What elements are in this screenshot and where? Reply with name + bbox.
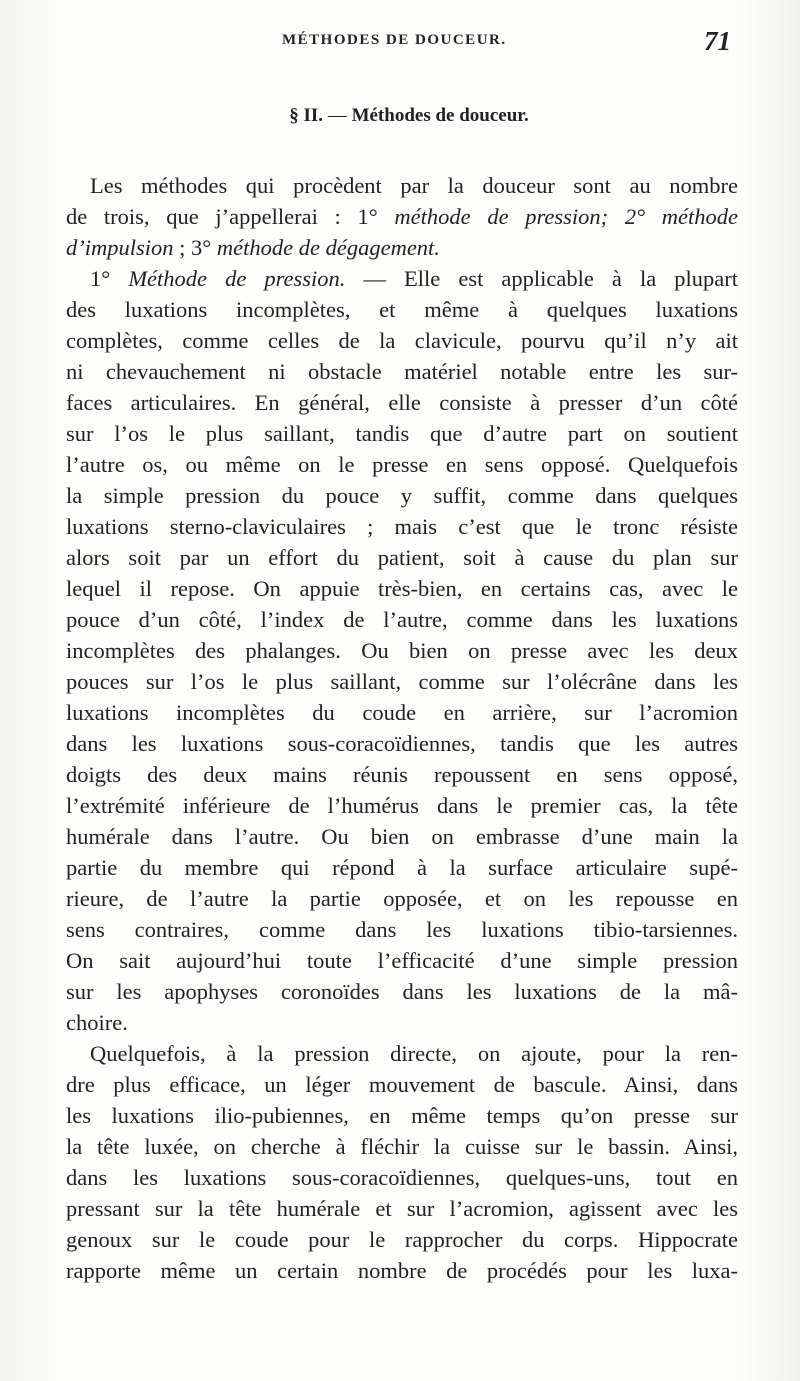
text-line: faces articulaires. En général, elle consiste à presser d’un côté <box>66 390 738 415</box>
text-line: d’impulsion ; 3° méthode de dégagement. <box>66 235 440 260</box>
page-number: 71 <box>704 26 731 56</box>
text-line: humérale dans l’autre. Ou bien on embrasse d’une main la <box>66 824 738 849</box>
body-text <box>66 170 738 1286</box>
section-heading <box>0 104 800 128</box>
text-line: partie du membre qui répond à la surface articulaire supé- <box>66 855 738 880</box>
text-line: dans les luxations sous-coracoïdiennes, tandis que les autres <box>66 731 738 756</box>
text-line: sur l’os le plus saillant, tandis que d’autre part on soutient <box>66 421 738 446</box>
text-line: la simple pression du pouce y suffit, comme dans quelques <box>66 483 738 508</box>
text-line: dans les luxations sous-coracoïdiennes, quelques-uns, tout en <box>66 1165 738 1190</box>
text-line: Les méthodes qui procèdent par la douceur sont au nombre <box>90 173 738 198</box>
text-line: alors soit par un effort du patient, soit à cause du plan sur <box>66 545 738 570</box>
text-line: doigts des deux mains réunis repoussent en sens opposé, <box>66 762 738 787</box>
text-line: des luxations incomplètes, et même à quelques luxations <box>66 297 738 322</box>
running-title: MÉTHODES DE DOUCEUR. <box>282 32 507 48</box>
text-line: 1° Méthode de pression. — Elle est applicable à la plupart <box>90 266 738 291</box>
text-line: pouces sur l’os le plus saillant, comme sur l’olécrâne dans les <box>66 669 738 694</box>
text-line: rapporte même un certain nombre de procédés pour les luxa- <box>66 1258 738 1283</box>
running-head <box>0 28 800 58</box>
text-line: lequel il repose. On appuie très-bien, en certains cas, avec le <box>66 576 738 601</box>
text-line: pressant sur la tête humérale et sur l’acromion, agissent avec les <box>66 1196 738 1221</box>
section-number: § II. <box>289 105 324 126</box>
text-line: genoux sur le coude pour le rapprocher du corps. Hippocrate <box>66 1227 738 1252</box>
text-line: dre plus efficace, un léger mouvement de bascule. Ainsi, dans <box>66 1072 738 1097</box>
text-line: luxations sterno-claviculaires ; mais c’est que le tronc résiste <box>66 514 738 539</box>
text-line: pouce d’un côté, l’index de l’autre, comme dans les luxations <box>66 607 738 632</box>
text-line: rieure, de l’autre la partie opposée, et on les repousse en <box>66 886 738 911</box>
text-line: incomplètes des phalanges. Ou bien on presse avec les deux <box>66 638 738 663</box>
text-line: Quelquefois, à la pression directe, on ajoute, pour la ren- <box>90 1041 738 1066</box>
text-line: la tête luxée, on cherche à fléchir la cuisse sur le bassin. Ainsi, <box>66 1134 738 1159</box>
text-line: de trois, que j’appellerai : 1° méthode de pression; 2° méthode <box>66 204 738 229</box>
text-line: les luxations ilio-pubiennes, en même temps qu’on presse sur <box>66 1103 738 1128</box>
section-dash: — <box>323 105 352 126</box>
text-line: complètes, comme celles de la clavicule, pourvu qu’il n’y ait <box>66 328 738 353</box>
text-line: l’autre os, ou même on le presse en sens opposé. Quelquefois <box>66 452 738 477</box>
text-line: sens contraires, comme dans les luxations tibio-tarsiennes. <box>66 917 738 942</box>
section-title: Méthodes de douceur. <box>351 105 529 126</box>
text-line: ni chevauchement ni obstacle matériel notable entre les sur- <box>66 359 738 384</box>
text-line: choire. <box>66 1010 128 1035</box>
text-line: l’extrémité inférieure de l’humérus dans le premier cas, la tête <box>66 793 738 818</box>
text-line: luxations incomplètes du coude en arrière, sur l’acromion <box>66 700 738 725</box>
text-line: sur les apophyses coronoïdes dans les luxations de la mâ- <box>66 979 738 1004</box>
text-line: On sait aujourd’hui toute l’efficacité d’une simple pression <box>66 948 738 973</box>
